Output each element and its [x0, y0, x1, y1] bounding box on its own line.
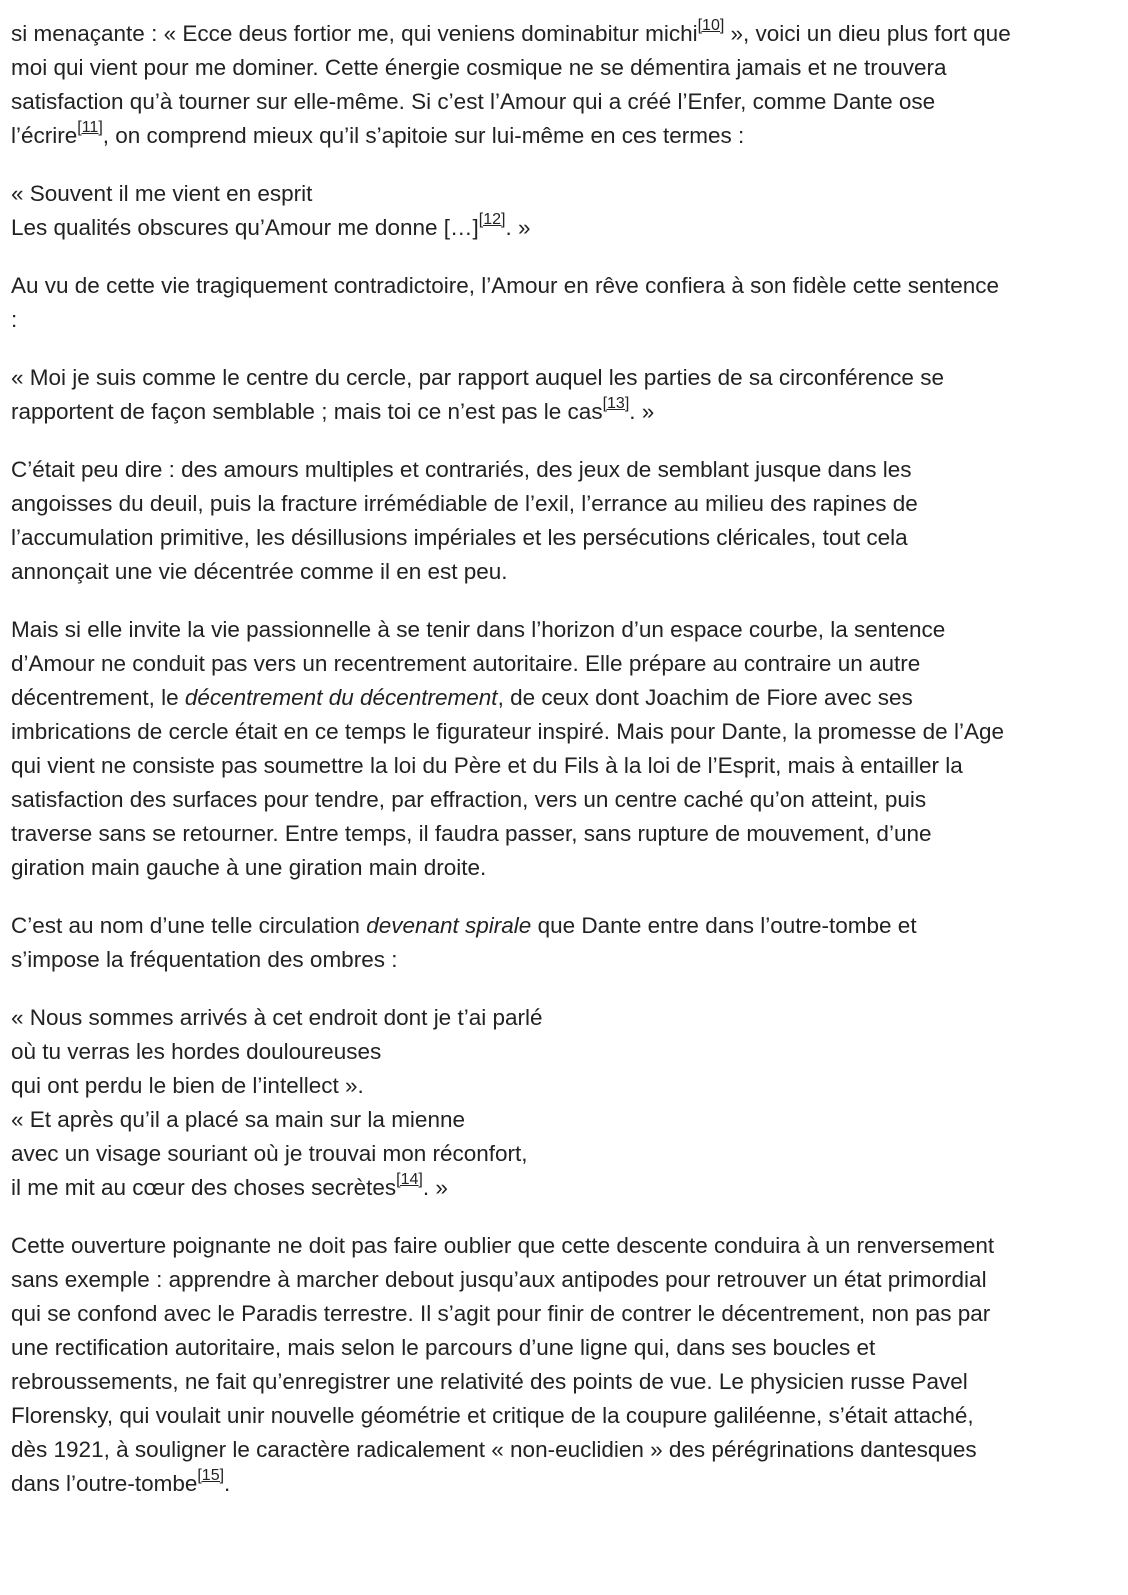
text-run: », voici un dieu plus fort que moi qui vient pour me dominer. Cette énergie cosmique ne se démentira jamais et ne trouvera satisfaction qu’à tourner sur elle-même. Si c’est l’Amour qui a créé l’Enfer, comme Dante ose l’écrire	[11, 21, 1011, 148]
paragraph-6	[11, 1229, 1011, 1501]
text-run: Mais si elle invite la vie passionnelle à se tenir dans l’horizon d’un espace courbe, la sentence d’Amour ne conduit pas vers un recentrement autoritaire. Elle prépare au contraire un autre décentrement, le	[11, 617, 946, 710]
text-run: Les qualités obscures qu’Amour me donne […]	[11, 215, 479, 240]
footnote-link-14[interactable]: [14]	[396, 1170, 423, 1188]
text-run: , on comprend mieux qu’il s’apitoie sur lui-même en ces termes :	[102, 123, 745, 148]
footnote-link-11[interactable]: [11]	[77, 118, 103, 136]
footnote-ref-12[interactable]	[479, 211, 506, 228]
text-run: . »	[422, 1175, 448, 1200]
footnote-ref-14[interactable]	[396, 1171, 423, 1188]
quote-line: où tu verras les hordes douloureuses	[11, 1039, 382, 1064]
quote-2	[11, 361, 1011, 429]
footnote-ref-10[interactable]	[698, 17, 725, 34]
footnote-link-13[interactable]: [13]	[602, 394, 630, 412]
text-run: que Dante entre dans l’outre-tombe et s’impose la fréquentation des ombres :	[11, 913, 917, 972]
text-run: . »	[505, 215, 531, 240]
quote-line: « Souvent il me vient en esprit	[11, 181, 313, 206]
footnote-ref-11[interactable]	[77, 119, 103, 136]
quote-line: « Et après qu’il a placé sa main sur la mienne	[11, 1107, 465, 1132]
footnote-link-10[interactable]: [10]	[697, 16, 725, 34]
text-run: . »	[629, 399, 655, 424]
text-run: Cette ouverture poignante ne doit pas faire oublier que cette descente conduira à un renversement sans exemple : apprendre à marcher debout jusqu’aux antipodes pour retrouver un état primordial qui se confond avec le Paradis terrestre. Il s’agit pour finir de contrer le décentrement, non pas par une rectification autoritaire, mais selon le parcours d’une ligne qui, dans ses boucles et rebroussements, ne fait qu’enregistrer une relativité des points de vue. Le physicien russe Pavel Florensky, qui voulait unir nouvelle géométrie et critique de la coupure galiléenne, s’était attaché, dès 1921, à souligner le caractère radicalement « non-euclidien » des pérégrinations dantesques dans l’outre-tombe	[11, 1233, 995, 1496]
footnote-link-15[interactable]: [15]	[197, 1466, 225, 1484]
emphasis: décentrement du décentrement	[184, 685, 498, 710]
footnote-ref-13[interactable]	[603, 395, 630, 412]
text-run: « Moi je suis comme le centre du cercle, par rapport auquel les parties de sa circonférence se rapportent de façon semblable ; mais toi ce n’est pas le cas	[11, 365, 944, 424]
emphasis: devenant spirale	[366, 913, 532, 938]
document-body	[11, 17, 1011, 1525]
paragraph-2: Au vu de cette vie tragiquement contradictoire, l’Amour en rêve confiera à son fidèle cette sentence :	[11, 273, 1000, 332]
text-run: il me mit au cœur des choses secrètes	[11, 1175, 397, 1200]
text-run: C’est au nom d’une telle circulation	[11, 913, 367, 938]
text-run: .	[224, 1471, 231, 1496]
quote-line	[11, 211, 1011, 245]
paragraph-4	[11, 613, 1011, 885]
paragraph-3: C’était peu dire : des amours multiples et contrariés, des jeux de semblant jusque dans les angoisses du deuil, puis la fracture irrémédiable de l’exil, l’errance au milieu des rapines de l’accumulation primitive, les désillusions impériales et les persécutions cléricales, tout cela annonçait une vie décentrée comme il en est peu.	[11, 457, 918, 584]
footnote-link-12[interactable]: [12]	[478, 210, 506, 228]
text-run: , de ceux dont Joachim de Fiore avec ses imbrications de cercle était en ce temps le figurateur inspiré. Mais pour Dante, la promesse de l’Age qui vient ne consiste pas soumettre la loi du Père et du Fils à la loi de l’Esprit, mais à entailler la satisfaction des surfaces pour tendre, par effraction, vers un centre caché qu’on atteint, puis traverse sans se retourner. Entre temps, il faudra passer, sans rupture de mouvement, d’une giration main gauche à une giration main droite.	[11, 685, 1004, 880]
paragraph-5	[11, 909, 1011, 977]
quote-line: qui ont perdu le bien de l’intellect ».	[11, 1073, 364, 1098]
quote-line: « Nous sommes arrivés à cet endroit dont je t’ai parlé	[11, 1005, 543, 1030]
quote-3	[11, 1001, 1011, 1205]
quote-line	[11, 1171, 1011, 1205]
text-run: si menaçante : « Ecce deus fortior me, qui veniens dominabitur michi	[11, 21, 698, 46]
quote-line: avec un visage souriant où je trouvai mon réconfort,	[11, 1141, 528, 1166]
footnote-ref-15[interactable]	[197, 1467, 224, 1484]
paragraph-1	[11, 17, 1011, 153]
quote-1	[11, 177, 1011, 245]
